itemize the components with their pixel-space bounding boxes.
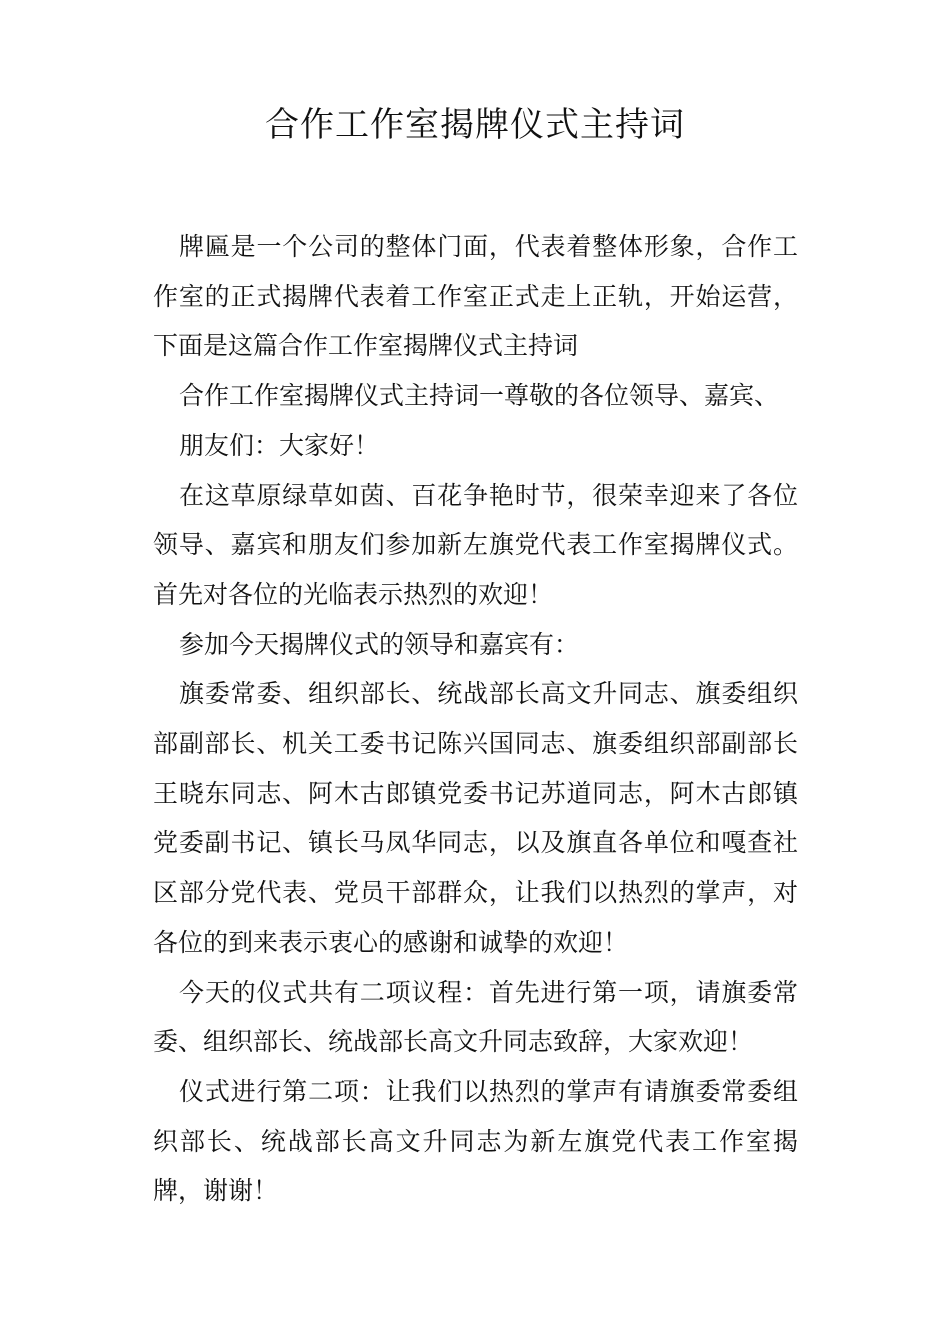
document-title: 合作工作室揭牌仪式主持词 — [265, 105, 685, 145]
paragraph-greeting-line: 合作工作室揭牌仪式主持词一尊敬的各位领导、嘉宾、 — [179, 381, 780, 411]
paragraph-agenda-one: 今天的仪式共有二项议程：首先进行第一项，请旗委常委、组织部长、统战部长高文升同志致辞，大家欢迎！ — [153, 977, 798, 1057]
paragraph-intro: 牌匾是一个公司的整体门面，代表着整体形象，合作工作室的正式揭牌代表着工作室正式走上正轨，开始运营，下面是这篇合作工作室揭牌仪式主持词 — [153, 232, 798, 361]
paragraph-guests-intro: 参加今天揭牌仪式的领导和嘉宾有： — [179, 629, 580, 659]
paragraph-guests-list: 旗委常委、组织部长、统战部长高文升同志、旗委组织部副部长、机关工委书记陈兴国同志、旗委组织部副部长王晓东同志、阿木古郎镇党委书记苏道同志，阿木古郎镇党委副书记、镇长马凤华同志，以及旗直各单位和嘎查社区部分党代表、党员干部群众，让我们以热烈的掌声，对各位的到来表示衷心的感谢和诚挚的欢迎！ — [153, 679, 798, 957]
paragraph-greeting-friends: 朋友们：大家好！ — [179, 430, 380, 460]
paragraph-agenda-two: 仪式进行第二项：让我们以热烈的掌声有请旗委常委组织部长、统战部长高文升同志为新左旗党代表工作室揭牌，谢谢！ — [153, 1076, 798, 1206]
paragraph-welcome: 在这草原绿草如茵、百花争艳时节，很荣幸迎来了各位领导、嘉宾和朋友们参加新左旗党代表工作室揭牌仪式。首先对各位的光临表示热烈的欢迎！ — [153, 480, 798, 609]
document-body — [153, 222, 798, 1216]
